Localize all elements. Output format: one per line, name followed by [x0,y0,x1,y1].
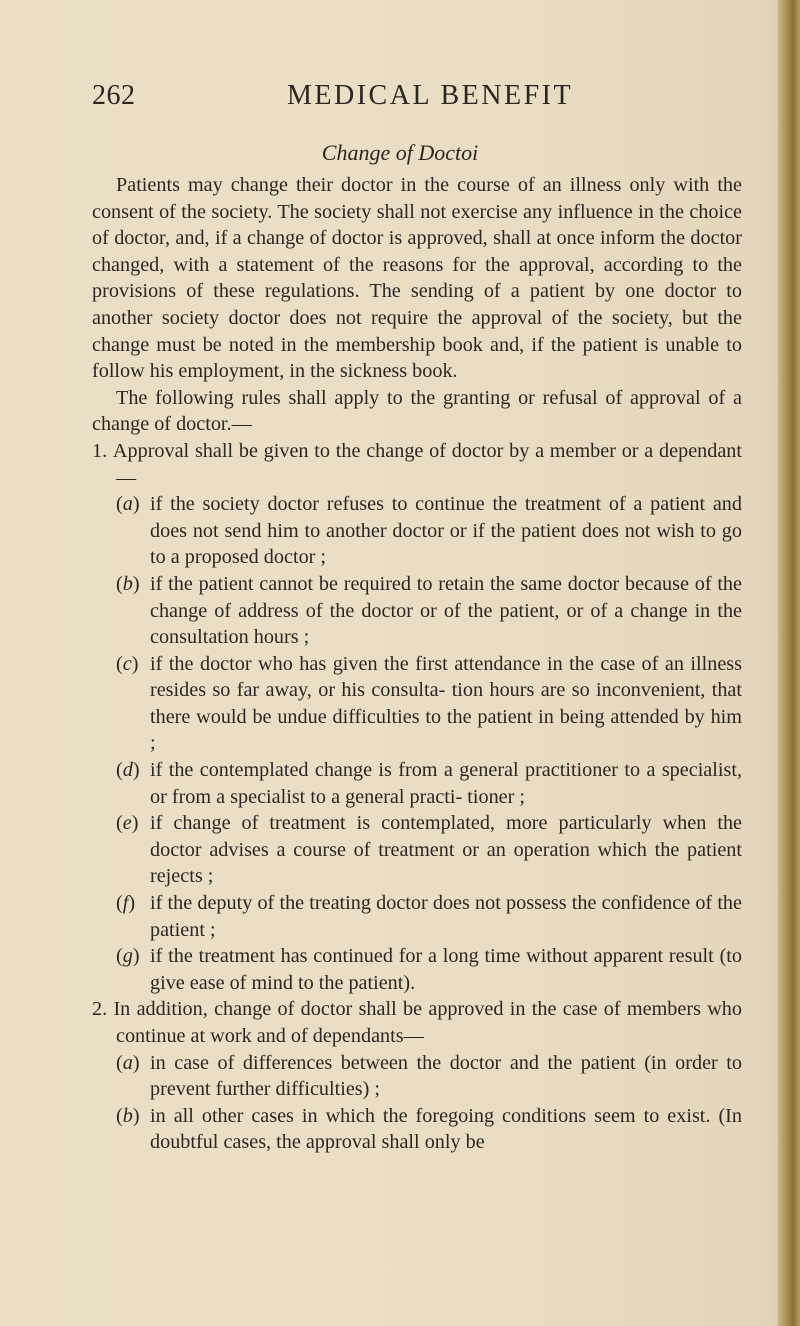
numbered-item [92,996,742,1049]
sub-item [92,1050,742,1103]
page-number: 262 [92,80,136,111]
sub-item-marker: (b) [116,1104,140,1127]
sub-item-marker: (a) [116,1051,140,1074]
sub-item-text: if the treatment has continued for a long time without apparent result (to give ease of mind to the patient). [150,945,742,994]
paragraph: The following rules shall apply to the granting or refusal of approval of a change of doctor.— [92,386,742,436]
sub-item-text: if the deputy of the treating doctor does not possess the confidence of the patient ; [150,892,742,941]
sub-item-marker: (b) [116,572,140,595]
sub-item-marker: (e) [116,812,139,835]
section-title: Change of Doctoi [321,140,479,165]
item-text: In addition, change of doctor shall be approved in the case of members who continue at work and of dependants— [113,998,742,1047]
sub-item-text: in case of differences between the doctor and the patient (in order to prevent further difficulties) ; [150,1051,742,1101]
sub-item-text: if the doctor who has given the first attendance in the case of an illness resides so far away, or his consulta- tion hours are so inconvenient, that there would be undue difficulties to the patient in being attended by him ; [150,652,742,755]
page-header [92,80,722,120]
sub-item-marker: (f) [116,892,136,915]
sub-item [92,571,742,651]
sub-item [92,757,742,810]
numbered-item [92,438,742,491]
body-text [92,172,742,1156]
item-number: 2. [92,998,108,1021]
item-number: 1. [92,439,108,462]
sub-item-text: if the society doctor refuses to continue the treatment of a patient and does not send him to another doctor or if the patient does not wish to go to a proposed doctor ; [150,493,742,569]
sub-item [92,1103,742,1156]
sub-item-marker: (d) [116,759,140,782]
sub-item [92,491,742,571]
paragraph: Patients may change their doctor in the course of an illness only with the consent of the society. The society shall not exercise any influence in the choice of doctor, and, if a change of doctor is approved, shall at once inform the doctor changed, with a statement of the reasons for the approval, according to the provisions of these regulations. The sending of a patient by one doctor to another society doctor does not require the approval of the society, but the change must be noted in the membership book and, if the patient is unable to follow his employment, in the sickness book. [92,174,742,383]
sub-item [92,943,742,996]
page-edge [778,0,800,1326]
item-text: Approval shall be given to the change of doctor by a member or a dependant— [112,439,743,489]
sub-item-marker: (a) [116,493,140,516]
sub-item-text: if change of treatment is contemplated, more particularly when the doctor advises a course of treatment or an operation which the patient rejects ; [150,812,742,888]
sub-item [92,890,742,943]
sub-item-text: if the contemplated change is from a general practitioner to a specialist, or from a specialist to a general practi- tioner ; [150,759,742,808]
running-head: MEDICAL BENEFIT [287,80,574,111]
sub-item-marker: (g) [116,945,140,968]
sub-item [92,651,742,757]
sub-item-marker: (c) [116,652,139,675]
sub-item-text: if the patient cannot be required to retain the same doctor because of the change of address of the doctor or of the patient, or of a change in the consultation hours ; [150,572,742,649]
sub-item [92,810,742,890]
sub-item-text: in all other cases in which the foregoing conditions seem to exist. (In doubtful cases, the approval shall only be [150,1104,742,1154]
